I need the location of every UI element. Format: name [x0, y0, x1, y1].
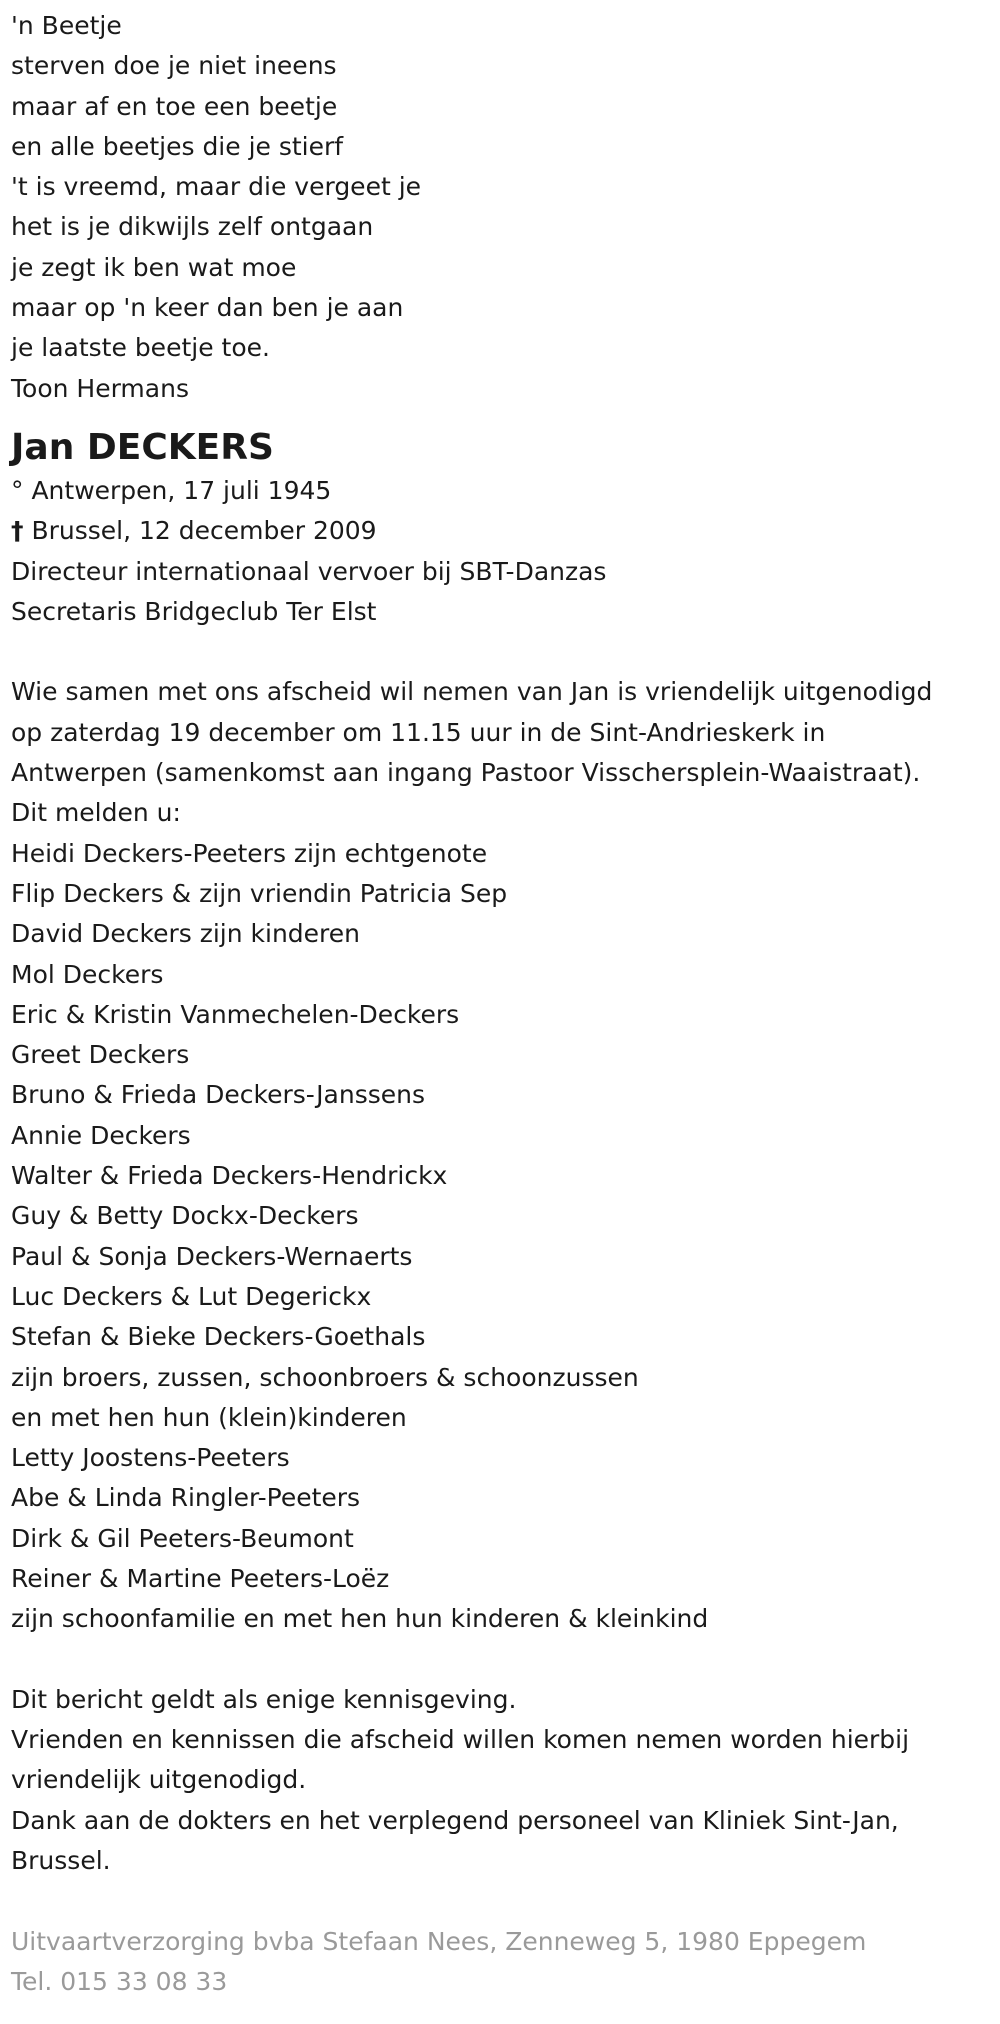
poem-line: en alle beetjes die je stierf: [11, 131, 344, 161]
family-line: Bruno & Frieda Deckers-Janssens: [11, 1080, 426, 1110]
spacer: [11, 1640, 1000, 1680]
family-line: Annie Deckers: [11, 1120, 191, 1150]
poem-line: sterven doe je niet ineens: [11, 51, 337, 81]
birth-info: ° Antwerpen, 17 juli 1945: [11, 475, 332, 505]
family-line: Eric & Kristin Vanmechelen-Deckers: [11, 999, 460, 1029]
closing-notes: [11, 1680, 1000, 1881]
poem: [11, 6, 1000, 409]
poem-line: 't is vreemd, maar die vergeet je: [11, 172, 422, 202]
poem-line: maar af en toe een beetje: [11, 91, 338, 121]
funeral-home-address: Uitvaartverzorging bvba Stefaan Nees, Zenneweg 5, 1980 Eppegem: [11, 1926, 867, 1956]
spacer: [11, 632, 1000, 672]
cross-icon: †: [11, 516, 24, 546]
death-info: [11, 511, 1000, 551]
family-line: Guy & Betty Dockx-Deckers: [11, 1201, 359, 1231]
invitation-line: op zaterdag 19 december om 11.15 uur in de Sint-Andrieskerk in: [11, 717, 826, 747]
closing-line: vriendelijk uitgenodigd.: [11, 1765, 307, 1795]
family-line: Paul & Sonja Deckers-Wernaerts: [11, 1241, 413, 1271]
family-line: Luc Deckers & Lut Degerickx: [11, 1281, 372, 1311]
family-line: Heidi Deckers-Peeters zijn echtgenote: [11, 838, 488, 868]
invitation: [11, 672, 1000, 833]
family-line: Abe & Linda Ringler-Peeters: [11, 1483, 361, 1513]
poem-line: je laatste beetje toe.: [11, 333, 270, 363]
funeral-home-phone: Tel. 015 33 08 33: [11, 1966, 228, 1996]
family-line: David Deckers zijn kinderen: [11, 919, 360, 949]
poem-line: maar op 'n keer dan ben je aan: [11, 293, 404, 323]
family-line: Letty Joostens-Peeters: [11, 1443, 290, 1473]
deceased-name: Jan DECKERS: [11, 426, 274, 468]
role-line: Directeur internationaal vervoer bij SBT-Danzas: [11, 556, 607, 586]
family-line: Flip Deckers & zijn vriendin Patricia Sep: [11, 878, 508, 908]
family-line: Stefan & Bieke Deckers-Goethals: [11, 1322, 426, 1352]
poem-line: het is je dikwijls zelf ontgaan: [11, 212, 374, 242]
closing-line: Dit bericht geldt als enige kennisgeving.: [11, 1684, 517, 1714]
closing-line: Vrienden en kennissen die afscheid willen komen nemen worden hierbij: [11, 1725, 910, 1755]
deceased-info: [11, 428, 1000, 632]
invitation-line: Dit melden u:: [11, 798, 181, 828]
family-line: Mol Deckers: [11, 959, 164, 989]
closing-line: Brussel.: [11, 1846, 111, 1876]
poem-title: 'n Beetje: [11, 11, 122, 40]
spacer: [11, 1881, 1000, 1921]
family-line: Reiner & Martine Peeters-Loëz: [11, 1563, 390, 1593]
funeral-home-footer: [11, 1922, 1000, 2003]
family-line: en met hen hun (klein)kinderen: [11, 1402, 407, 1432]
family-line: Walter & Frieda Deckers-Hendrickx: [11, 1161, 448, 1191]
family-line: Dirk & Gil Peeters-Beumont: [11, 1523, 354, 1553]
poem-author: Toon Hermans: [11, 373, 189, 403]
invitation-line: Wie samen met ons afscheid wil nemen van Jan is vriendelijk uitgenodigd: [11, 677, 933, 707]
invitation-line: Antwerpen (samenkomst aan ingang Pastoor Visschersplein-Waaistraat).: [11, 758, 921, 788]
role-line: Secretaris Bridgeclub Ter Elst: [11, 596, 377, 626]
poem-line: je zegt ik ben wat moe: [11, 252, 297, 282]
family-line: Greet Deckers: [11, 1040, 190, 1070]
family-list: [11, 834, 1000, 1640]
family-line: zijn schoonfamilie en met hen hun kinderen & kleinkind: [11, 1604, 709, 1634]
closing-line: Dank aan de dokters en het verplegend personeel van Kliniek Sint-Jan,: [11, 1805, 899, 1835]
death-text: Brussel, 12 december 2009: [31, 516, 377, 546]
family-line: zijn broers, zussen, schoonbroers & schoonzussen: [11, 1362, 639, 1392]
